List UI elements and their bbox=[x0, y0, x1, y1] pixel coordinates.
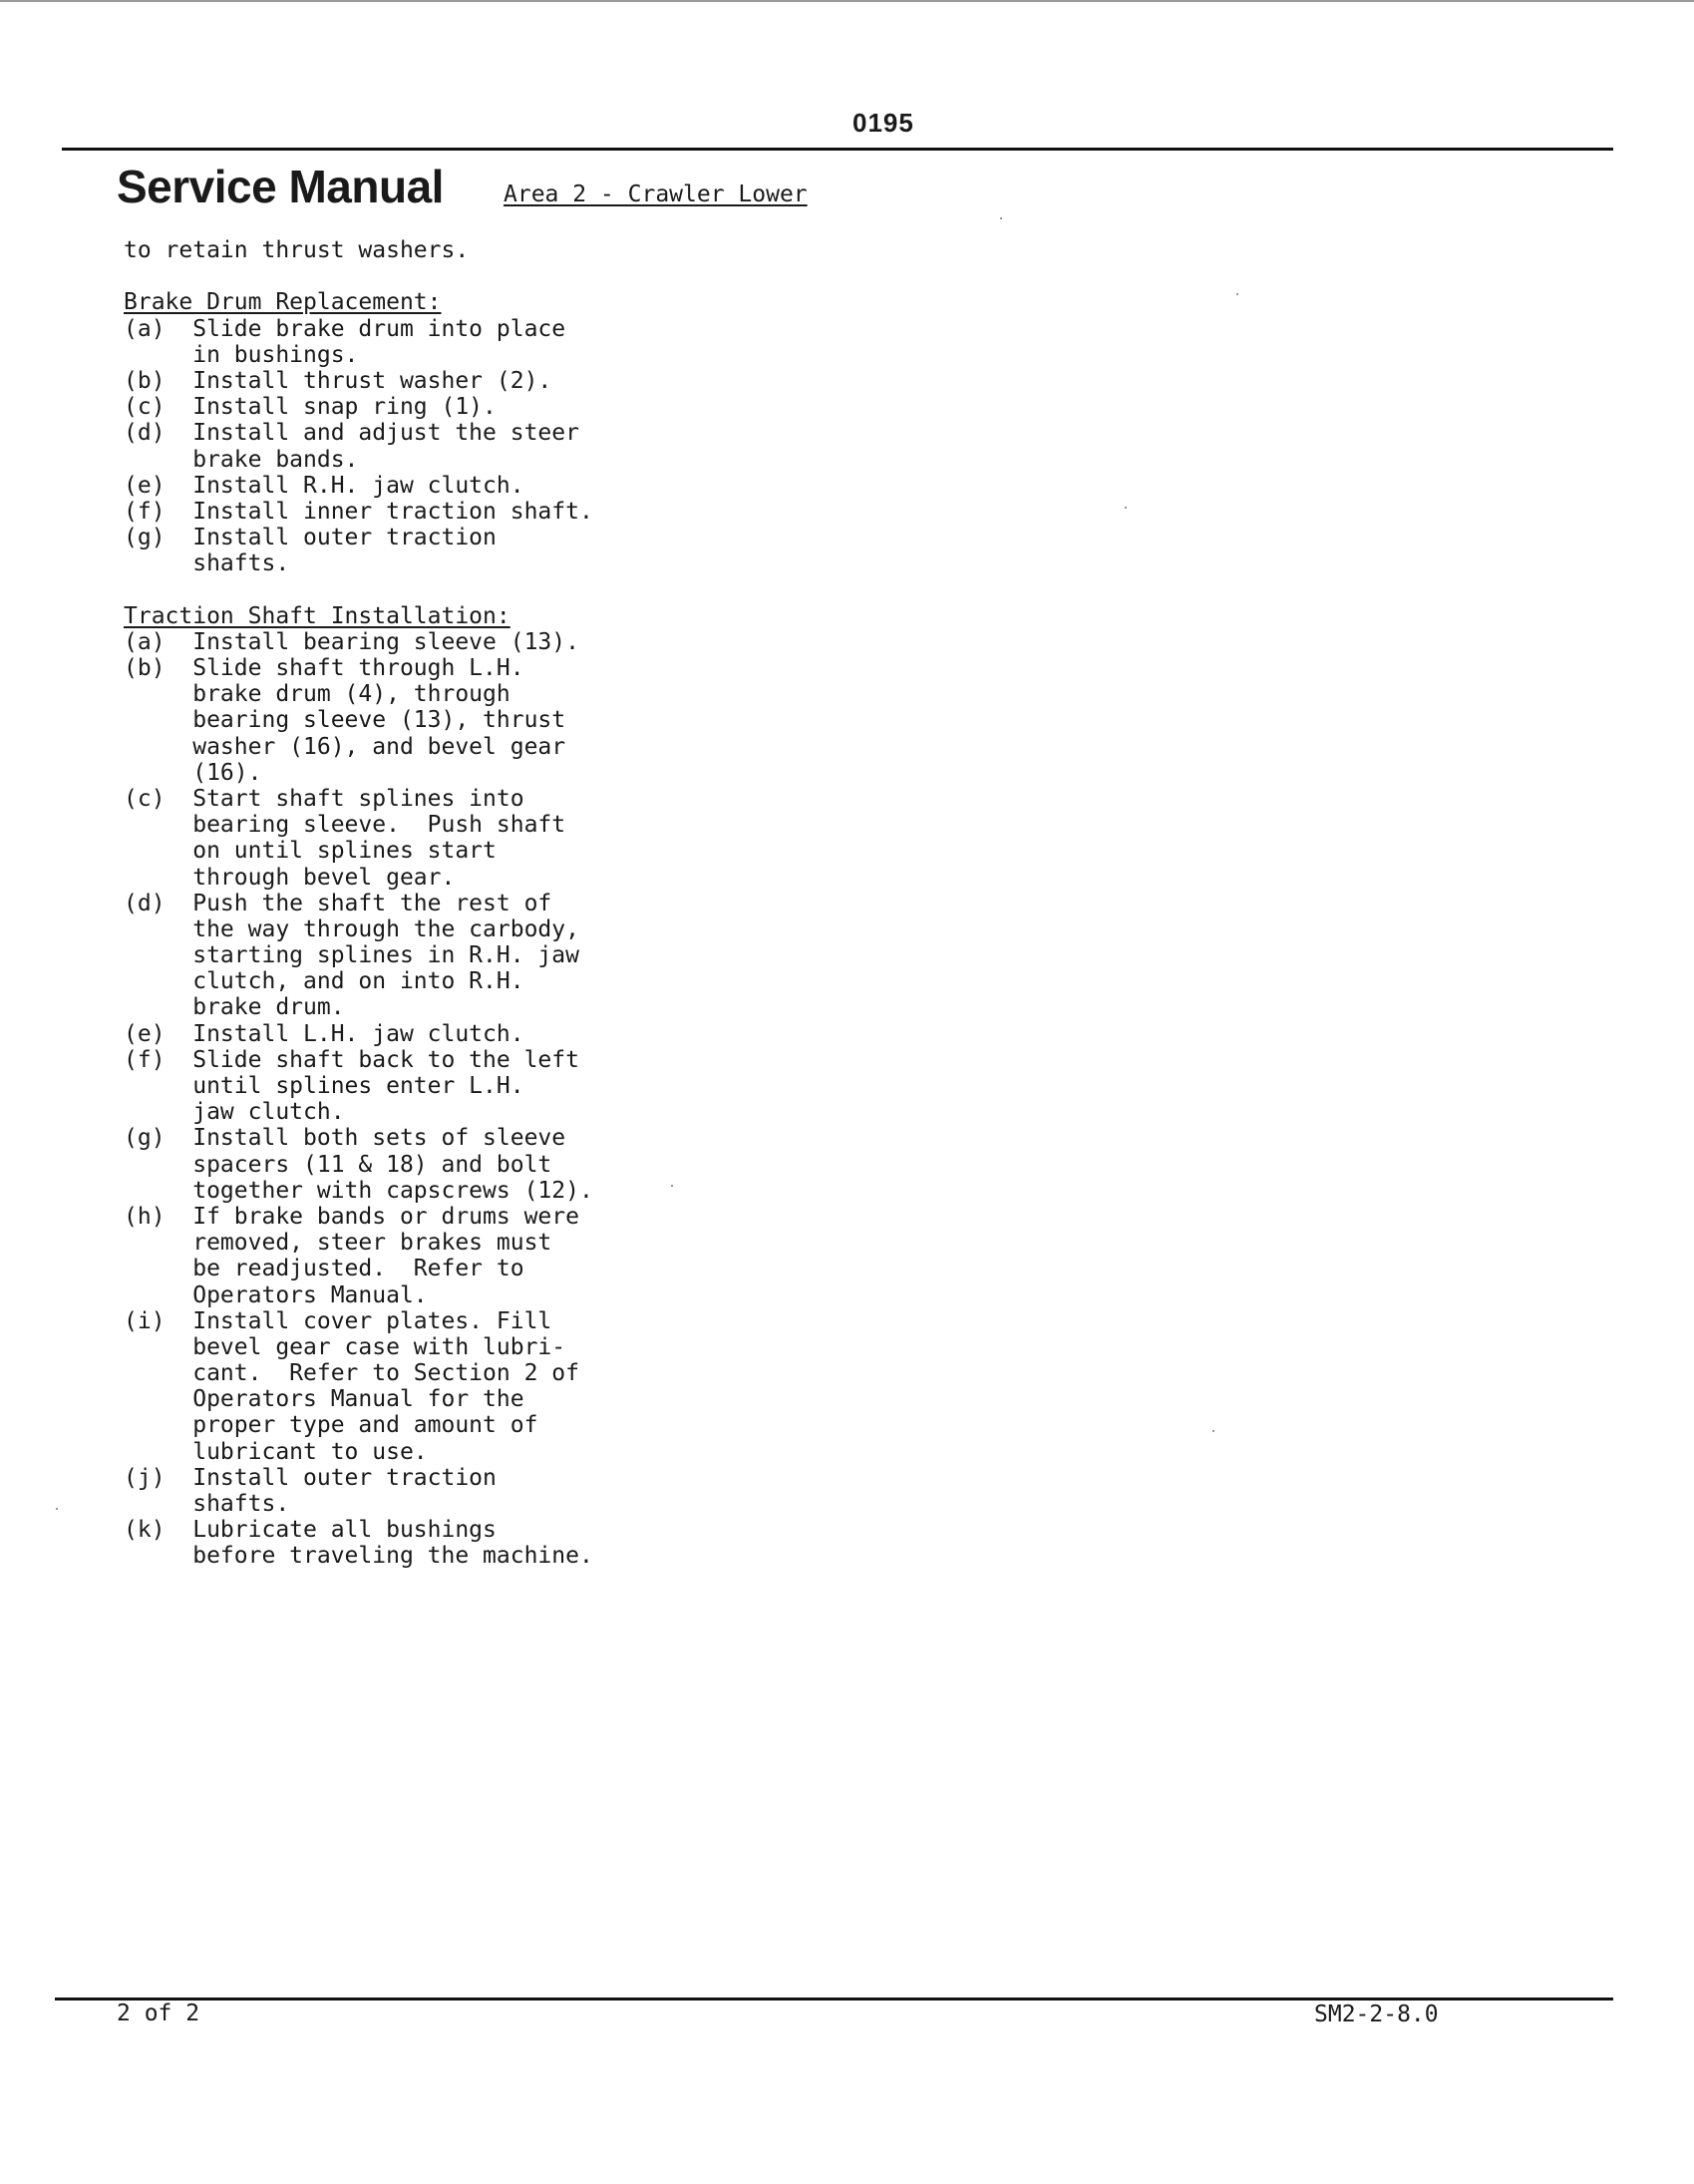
scan-speck bbox=[1212, 1430, 1214, 1432]
header-rule bbox=[62, 148, 1613, 151]
body-line: (b) Slide shaft through L.H. bbox=[124, 655, 524, 681]
body-line: (e) Install L.H. jaw clutch. bbox=[124, 1020, 524, 1047]
body-line bbox=[124, 576, 593, 602]
body-line: brake drum (4), through bbox=[124, 681, 510, 708]
body-line: (k) Lubricate all bushings bbox=[124, 1517, 497, 1544]
manual-title: Service Manual bbox=[117, 161, 444, 212]
body-line: jaw clutch. bbox=[124, 1099, 345, 1126]
scan-speck bbox=[1125, 507, 1127, 509]
body-line: (f) Slide shaft back to the left bbox=[124, 1046, 579, 1073]
body-line: on until splines start bbox=[124, 838, 497, 865]
body-line: brake bands. bbox=[124, 446, 359, 473]
body-line: lubricant to use. bbox=[124, 1438, 428, 1465]
body-line: (d) Install and adjust the steer bbox=[124, 420, 579, 447]
scan-speck bbox=[1000, 217, 1002, 219]
body-line: (a) Slide brake drum into place bbox=[124, 315, 566, 342]
body-line: (c) Install snap ring (1). bbox=[124, 394, 497, 421]
body-line: before traveling the machine. bbox=[124, 1543, 593, 1570]
body-line: (j) Install outer traction bbox=[124, 1464, 497, 1491]
body-line: (h) If brake bands or drums were bbox=[124, 1203, 579, 1230]
body-line: clutch, and on into R.H. bbox=[124, 968, 524, 995]
body-line: (16). bbox=[124, 759, 262, 786]
body-line: together with capscrews (12). bbox=[124, 1177, 593, 1204]
scan-speck bbox=[1236, 293, 1238, 295]
scan-speck bbox=[671, 1185, 673, 1187]
section-heading: Brake Drum Replacement: bbox=[124, 289, 442, 316]
body-line: (b) Install thrust washer (2). bbox=[124, 367, 552, 394]
body-line bbox=[124, 263, 593, 289]
body-line: until splines enter L.H. bbox=[124, 1073, 524, 1099]
body-line: (g) Install outer traction bbox=[124, 525, 497, 551]
body-line: removed, steer brakes must bbox=[124, 1230, 552, 1257]
body-line: bearing sleeve (13), thrust bbox=[124, 707, 566, 734]
body-line: (d) Push the shaft the rest of bbox=[124, 890, 552, 916]
body-line: Operators Manual. bbox=[124, 1281, 428, 1308]
body-line: (g) Install both sets of sleeve bbox=[124, 1125, 566, 1152]
instructions-body bbox=[124, 237, 593, 1570]
body-line: (i) Install cover plates. Fill bbox=[124, 1307, 552, 1334]
body-line: (e) Install R.H. jaw clutch. bbox=[124, 472, 524, 499]
body-line: the way through the carbody, bbox=[124, 915, 579, 942]
section-heading: Traction Shaft Installation: bbox=[124, 602, 510, 629]
body-line: bearing sleeve. Push shaft bbox=[124, 812, 566, 839]
body-line: proper type and amount of bbox=[124, 1412, 538, 1439]
body-line: shafts. bbox=[124, 1491, 290, 1517]
footer-rule bbox=[55, 1998, 1613, 2001]
body-line: be readjusted. Refer to bbox=[124, 1256, 524, 1282]
body-line: spacers (11 & 18) and bolt bbox=[124, 1151, 552, 1178]
body-line: washer (16), and bevel gear bbox=[124, 733, 566, 760]
body-line: brake drum. bbox=[124, 994, 345, 1021]
body-line: bevel gear case with lubri- bbox=[124, 1333, 566, 1360]
page-number: 0195 bbox=[852, 108, 914, 138]
footer-page-count: 2 of 2 bbox=[117, 2001, 200, 2026]
body-line: cant. Refer to Section 2 of bbox=[124, 1360, 579, 1387]
area-label: Area 2 - Crawler Lower bbox=[504, 182, 808, 207]
body-line: (a) Install bearing sleeve (13). bbox=[124, 628, 579, 655]
body-line: through bevel gear. bbox=[124, 864, 456, 891]
footer-document-code: SM2-2-8.0 bbox=[1314, 2002, 1439, 2027]
scan-speck bbox=[56, 1508, 58, 1510]
body-line: (f) Install inner traction shaft. bbox=[124, 498, 593, 525]
body-line: shafts. bbox=[124, 550, 290, 577]
body-line: to retain thrust washers. bbox=[124, 237, 470, 263]
scan-top-edge bbox=[0, 0, 1694, 2]
body-line: in bushings. bbox=[124, 341, 359, 368]
body-line: (c) Start shaft splines into bbox=[124, 785, 524, 812]
body-line: Operators Manual for the bbox=[124, 1386, 524, 1413]
body-line: starting splines in R.H. jaw bbox=[124, 942, 579, 969]
